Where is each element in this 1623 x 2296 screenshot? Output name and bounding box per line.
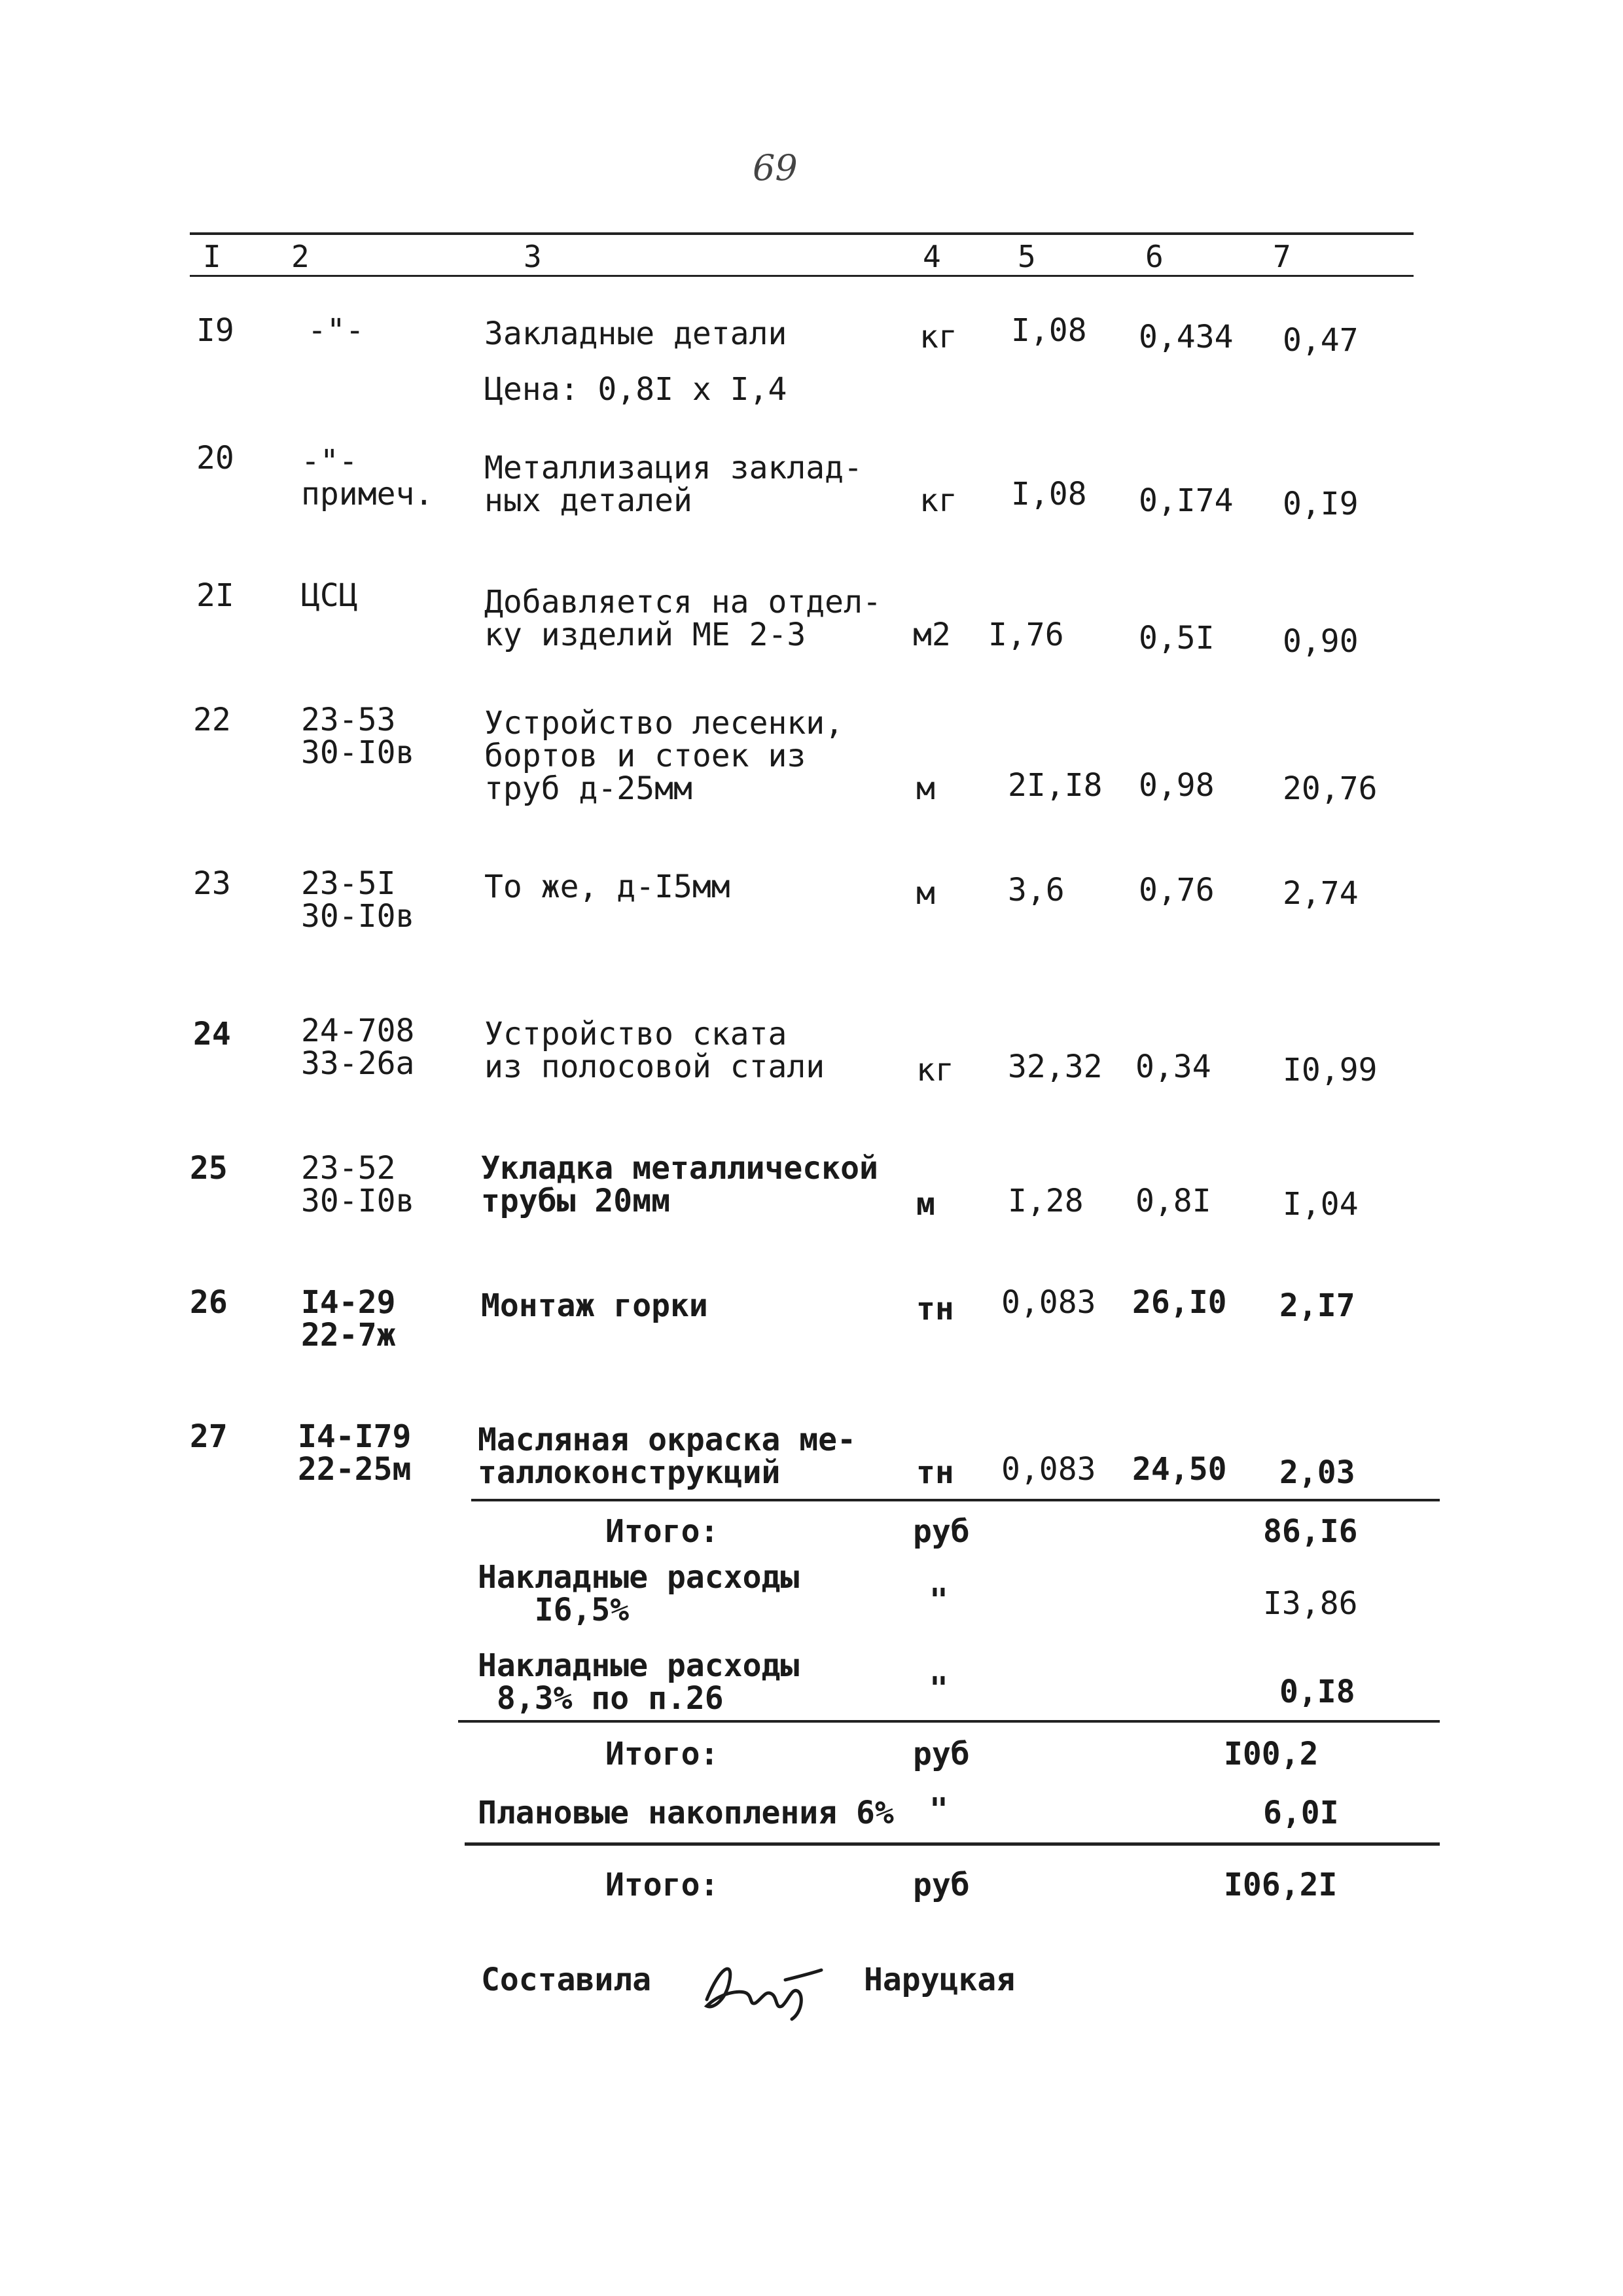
- row-quantity: 0,083: [1001, 1451, 1096, 1488]
- summary-rule-2: [458, 1720, 1440, 1723]
- row-unit: кг: [919, 482, 957, 519]
- col-3-header: 3: [524, 239, 542, 274]
- row-total: 20,76: [1283, 770, 1378, 807]
- row-note: Цена: 0,8I x I,4: [484, 371, 787, 408]
- row-description: То же, д-I5мм: [484, 869, 730, 905]
- row-total: I,04: [1283, 1186, 1359, 1223]
- summary-rule-1: [471, 1499, 1440, 1501]
- row-description: Укладка металлической трубы 20мм: [481, 1150, 878, 1219]
- row-total: 2,I7: [1279, 1287, 1355, 1324]
- summary-value: 86,I6: [1263, 1513, 1358, 1550]
- row-quantity: I,76: [988, 617, 1064, 653]
- summary-label: Плановые накопления 6%: [478, 1795, 894, 1831]
- row-price: 0,8I: [1135, 1183, 1211, 1219]
- row-code: -"-: [308, 312, 365, 349]
- row-price: 0,434: [1139, 319, 1234, 355]
- row-code: 24-708 33-26а: [301, 1013, 415, 1082]
- summary-label: Накладные расходы I6,5%: [478, 1559, 800, 1628]
- summary-unit: ": [929, 1791, 948, 1828]
- row-quantity: I,28: [1008, 1183, 1084, 1219]
- row-number: 23: [193, 865, 231, 902]
- row-price: 0,76: [1139, 872, 1215, 908]
- row-price: 0,34: [1135, 1049, 1211, 1085]
- col-5-header: 5: [1018, 239, 1036, 274]
- row-unit: кг: [916, 1052, 954, 1088]
- summary-label: Итого:: [605, 1513, 719, 1550]
- row-number: 22: [193, 702, 231, 738]
- row-quantity: I,08: [1011, 476, 1087, 512]
- summary-value: I00,2: [1224, 1736, 1319, 1772]
- row-total: I0,99: [1283, 1052, 1378, 1088]
- row-code: 23-53 30-I0в: [301, 702, 415, 771]
- summary-unit: ": [929, 1670, 948, 1707]
- row-total: 0,47: [1283, 322, 1359, 359]
- compiled-label: Составила: [481, 1962, 652, 1998]
- col-1-header: I: [203, 239, 221, 274]
- row-quantity: 3,6: [1008, 872, 1065, 908]
- summary-unit: руб: [913, 1867, 970, 1903]
- row-unit: кг: [919, 319, 957, 355]
- row-unit: м: [916, 1186, 935, 1223]
- summary-label: Итого:: [605, 1867, 719, 1903]
- row-number: 26: [190, 1284, 228, 1321]
- summary-rule-3: [465, 1842, 1440, 1846]
- row-description: Устройство лесенки, бортов и стоек из труб д-25мм: [484, 705, 844, 807]
- row-quantity: 2I,I8: [1008, 767, 1103, 804]
- row-description: Масляная окраска ме- таллоконструкций: [478, 1422, 856, 1491]
- row-total: 0,90: [1283, 623, 1359, 660]
- summary-value: I3,86: [1263, 1585, 1358, 1622]
- row-code: -"- примеч.: [301, 443, 434, 512]
- row-code: I4-29 22-7ж: [301, 1284, 396, 1354]
- row-number: I9: [196, 312, 234, 349]
- signature-icon: [694, 1954, 825, 2026]
- row-total: 2,74: [1283, 875, 1359, 912]
- row-price: 26,I0: [1132, 1284, 1227, 1321]
- col-2-header: 2: [291, 239, 310, 274]
- col-7-header: 7: [1273, 239, 1291, 274]
- row-unit: м: [916, 875, 935, 912]
- row-price: 0,I74: [1139, 482, 1234, 519]
- row-number: 24: [193, 1016, 231, 1052]
- row-total: 2,03: [1279, 1454, 1355, 1491]
- row-number: 2I: [196, 577, 234, 614]
- row-quantity: I,08: [1011, 312, 1087, 349]
- row-code: 23-5I 30-I0в: [301, 865, 415, 935]
- row-quantity: 32,32: [1008, 1049, 1103, 1085]
- row-unit: тн: [916, 1291, 954, 1327]
- row-price: 24,50: [1132, 1451, 1227, 1488]
- row-number: 20: [196, 440, 234, 476]
- col-6-header: 6: [1145, 239, 1164, 274]
- row-price: 0,98: [1139, 767, 1215, 804]
- row-quantity: 0,083: [1001, 1284, 1096, 1321]
- summary-label: Итого:: [605, 1736, 719, 1772]
- header-rule-top: [190, 232, 1414, 235]
- row-number: 25: [190, 1150, 228, 1187]
- col-4-header: 4: [923, 239, 941, 274]
- summary-unit: ": [929, 1582, 948, 1619]
- summary-value: 6,0I: [1263, 1795, 1339, 1831]
- page-number: 69: [753, 147, 798, 188]
- summary-label: Накладные расходы 8,3% по п.26: [478, 1647, 800, 1717]
- summary-unit: руб: [913, 1513, 970, 1550]
- row-unit: тн: [916, 1454, 954, 1491]
- summary-unit: руб: [913, 1736, 970, 1772]
- row-number: 27: [190, 1418, 228, 1455]
- row-code: 23-52 30-I0в: [301, 1150, 415, 1219]
- row-total: 0,I9: [1283, 486, 1359, 522]
- header-rule-bottom: [190, 275, 1414, 277]
- row-code: I4-I79 22-25м: [298, 1418, 412, 1488]
- row-code: ЦСЦ: [301, 577, 358, 614]
- summary-value: 0,I8: [1279, 1674, 1355, 1710]
- row-description: Добавляется на отдел- ку изделий МЕ 2-3: [484, 584, 882, 653]
- row-description: Закладные детали: [484, 315, 787, 352]
- row-description: Металлизация заклад- ных деталей: [484, 450, 863, 519]
- compiled-name: Наруцкая: [864, 1962, 1016, 1998]
- row-description: Монтаж горки: [481, 1287, 708, 1324]
- row-unit: м: [916, 770, 935, 807]
- summary-value: I06,2I: [1224, 1867, 1338, 1903]
- row-description: Устройство ската из полосовой стали: [484, 1016, 825, 1085]
- row-price: 0,5I: [1139, 620, 1215, 656]
- row-unit: м2: [913, 617, 951, 653]
